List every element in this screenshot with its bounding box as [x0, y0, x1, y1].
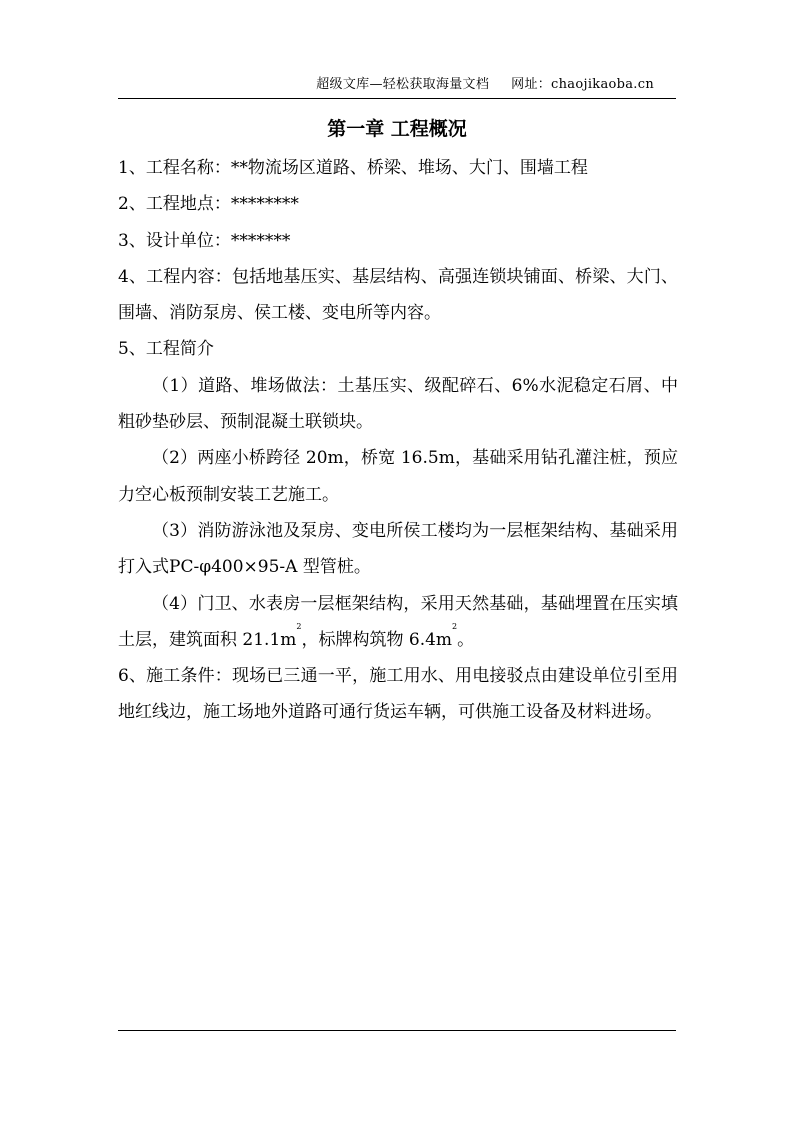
project-location-item: 2、工程地点：******** — [118, 194, 299, 215]
intro-paragraph-gatehouse — [118, 586, 678, 659]
page-header — [118, 76, 654, 94]
header-website: 网址：chaojikaoba.cn — [511, 77, 654, 92]
header-divider — [118, 98, 676, 99]
construction-conditions-item: 6、施工条件：现场已三通一平，施工用水、用电接驳点由建设单位引至用地红线边，施工场地外道路可通行货运车辆，可供施工设备及材料进场。 — [118, 666, 678, 723]
project-name-item: 1、工程名称：**物流场区道路、桥梁、堆场、大门、围墙工程 — [118, 158, 588, 178]
document-body — [118, 150, 678, 731]
gatehouse-text-part1: （4）门卫、水表房一层框架结构，采用天然基础，基础埋置在压实填土层，建筑面积 21.1m — [118, 593, 678, 650]
design-unit-item: 3、设计单位：******* — [118, 230, 291, 251]
area-superscript-1: 2 — [296, 621, 302, 631]
intro-paragraph-pump-house: （3）消防游泳池及泵房、变电所侯工楼均为一层框架结构、基础采用打入式PC-φ400×95-A 型管桩。 — [118, 520, 678, 578]
header-library-name: 超级文库—轻松获取海量文档 — [316, 77, 490, 92]
project-intro-heading: 5、工程简介 — [118, 339, 214, 360]
gatehouse-text-part2: ，标牌构筑物 6.4m — [301, 629, 453, 650]
gatehouse-text-part3: 。 — [457, 629, 475, 650]
intro-paragraph-bridges: （2）两座小桥跨径 20m，桥宽 16.5m，基础采用钻孔灌注桩，预应力空心板预制安装工艺施工。 — [118, 448, 678, 505]
intro-paragraph-roads: （1）道路、堆场做法：土基压实、级配碎石、6%水泥稳定石屑、中粗砂垫砂层、预制混凝土联锁块。 — [118, 375, 678, 433]
area-superscript-2: 2 — [452, 621, 458, 631]
chapter-title: 第一章 工程概况 — [327, 118, 467, 140]
footer-divider — [118, 1030, 676, 1031]
project-content-item: 4、工程内容：包括地基压实、基层结构、高强连锁块铺面、桥梁、大门、围墙、消防泵房、侯工楼、变电所等内容。 — [118, 266, 678, 324]
